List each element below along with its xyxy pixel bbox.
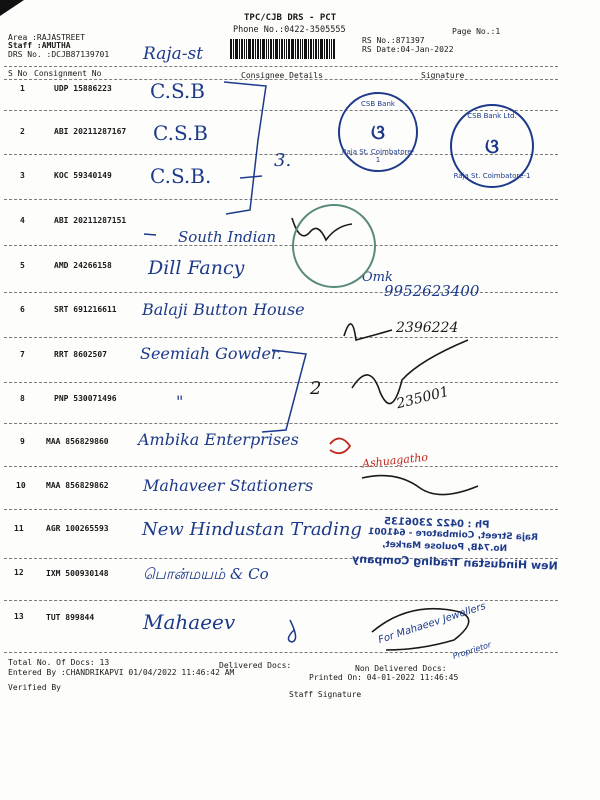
row-consignment-no: ABI 20211287151 [54,216,127,225]
row-consignee: " [176,392,184,411]
row-consignment-no: MAA 856829862 [46,481,109,490]
row-consignment-no: AMD 24266158 [54,261,112,270]
row-sno: 12 [14,568,24,577]
total-docs: Total No. Of Docs: 13 [8,658,110,667]
verified-by: Verified By [8,683,61,692]
row-sno: 10 [16,481,26,490]
column-header-consignee: Consignee Details [241,71,323,80]
bracket-mark [224,82,266,214]
printed-on: Printed On: 04-01-2022 11:46:45 [309,673,459,682]
row-consignment-no: MAA 856829860 [46,437,109,446]
row-consignee: South Indian [178,228,277,246]
row-sno: 2 [20,127,25,136]
row-sno: 11 [14,524,24,533]
rs-number: RS No.:871397 [362,36,425,45]
row-consignee: New Hindustan Trading [142,519,362,540]
column-header-signature: Signature [421,71,465,80]
entered-by: Entered By :CHANDRIKAPVI 01/04/2022 11:46:42 AM [8,668,235,677]
handwritten-phone: 9952623400 [384,282,480,300]
row-consignment-no: KOC 59340149 [54,171,112,180]
row-consignment-no: PNP 530071496 [54,394,117,403]
row-sno: 1 [20,84,25,93]
row-consignment-no: TUT 899844 [46,613,95,622]
row-sno: 8 [20,394,25,403]
page-number: Page No.:1 [452,27,501,36]
rs-date: RS Date:04-Jan-2022 [362,45,454,54]
row-consignee: பொன்மயம் & Co [143,565,269,583]
row-sno: 13 [14,612,24,621]
bracket-mark [262,350,306,432]
csb-logo-icon: ଓ [371,120,385,144]
row-consignment-no: IXM 500930148 [46,569,109,578]
signature-scribble [362,476,478,495]
row-sno: 7 [20,350,25,359]
signature-scribble [344,324,392,340]
group-count: 3. [274,150,292,171]
row-sno: 9 [20,437,25,446]
row-consignee: Ambika Enterprises [138,430,299,449]
row-consignee: C.S.B [153,121,208,145]
column-header-sno: S No [8,69,28,78]
group-count: 2 [310,378,322,399]
sign-initials: Omk [362,270,393,285]
row-consignment-no: RRT 8602507 [54,350,107,359]
row-consignee: Mahaveer Stationers [143,476,314,495]
handwritten-note: Ashuagatho [361,450,429,471]
csb-bank-stamp: CSB Bank ଓ Raja St. Coimbatore-1 [338,92,418,172]
area-label: Area :RAJASTREET [8,33,86,42]
delivered-docs: Delivered Docs: [219,661,292,670]
row-sno: 5 [20,261,25,270]
area-handwritten-note: Raja-st [143,44,204,64]
row-sno: 3 [20,171,25,180]
signature-scribble [330,438,350,453]
row-consignment-no: AGR 100265593 [46,524,109,533]
row-sno: 6 [20,305,25,314]
row-consignment-no: ABI 20211287167 [54,127,127,136]
sheet-title: TPC/CJB DRS - PCT [244,13,337,23]
row-consignment-no: UDP 15886223 [54,84,112,93]
non-delivered-docs: Non Delivered Docs: [355,664,447,673]
row-consignment-no: SRT 691216611 [54,305,117,314]
csb-bank-stamp: CSB Bank Ltd. ଓ Raja St. Coimbatore-1 [450,104,534,188]
row-sno: 4 [20,216,25,225]
handwritten-phone: 235001 [394,383,451,413]
csb-logo-icon: ଓ [485,134,499,158]
row-consignee: Balaji Button House [142,300,305,319]
row-consignee: Mahaeev [143,610,236,634]
row-consignee: Seemiah Gowder. [140,344,282,363]
delivery-run-sheet: TPC/CJB DRS - PCT Phone No.:0422-3505555 Page No.:1 Area :RAJASTREET Staff :AMUTHA DRS No. :DCJB87139701 RS No.:871397 RS Date:04-Jan-2022 Raja-st S No Consignment No Consignee Details Signature 1 UDP 15886223 C.S.B 2 ABI 20211287167 C.S.B 3 KOC 59340149 C.S.B. 4 ABI 20211287151 South Indian 5 AMD 24266158 Dill Fancy 6 SRT 691216611 Balaji Button House 7 RRT 8602507 Seemiah Gowder. 8 PNP 530071496 " 9 MAA 856829860 Ambika Enterprises 10 MAA 856829862 Mahaveer Stationers 11 AGR 100265593 New Hindustan Trading 12 IXM 500930148 பொன்மயம் & Co 13 TUT 899844 Mahaeev 3. 2 Omk 9952623400 2396224 235001 Ashuagatho CSB Bank ଓ Raja St. Coimbatore-1 CSB Bank Ltd. ଓ Raja St. Coimbatore-1 New Hindustan Trading Company No.74B, Poulose Market, Raja Street, Coimbatore - 641001 Ph : 0422 2306135 For Mahaeev Jewellers Proprietor Total No. Of Docs: 13 Delivered Docs: Non Delivered Docs: Entered By :CHANDRIKAPVI 01/04/2022 11:46:42 AM Printed On: 04-01-2022 11:46:45 Verified By Staff Signature [0,0,600,800]
row-consignee: C.S.B [150,79,205,103]
drs-number: DRS No. :DCJB87139701 [8,50,110,59]
row-consignee: Dill Fancy [148,257,245,279]
handwritten-phone: 2396224 [396,320,459,336]
row-consignee: C.S.B. [150,164,212,188]
bank-seal-stamp [292,204,376,288]
staff-signature: Staff Signature [289,690,362,699]
staff-label: Staff :AMUTHA [8,41,71,50]
column-header-consignment: Consignment No [34,69,102,78]
phone-number: Phone No.:0422-3505555 [233,25,346,35]
